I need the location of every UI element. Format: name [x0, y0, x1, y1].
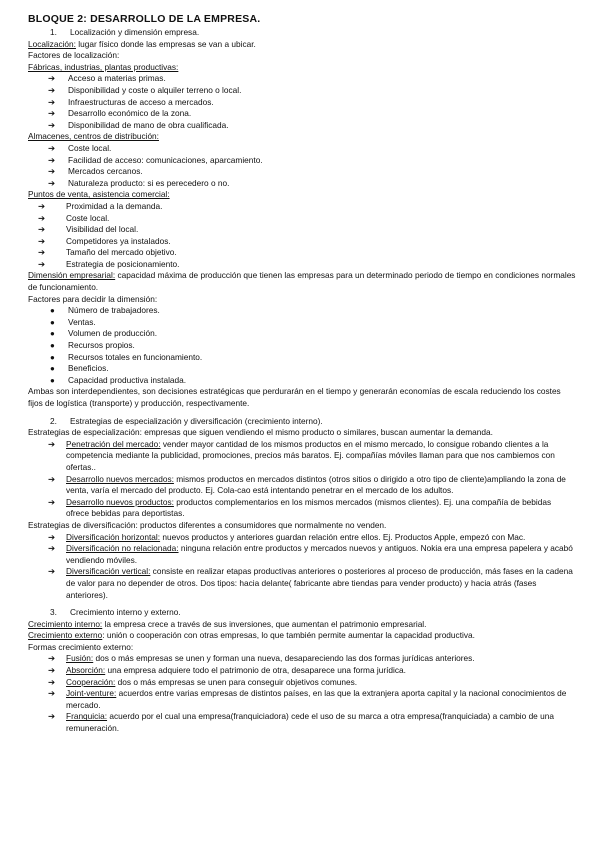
- list-item-term: Desarrollo nuevos mercados:: [66, 473, 174, 484]
- bullet-icon: ●: [50, 329, 55, 339]
- list-item: [28, 178, 576, 190]
- arrow-icon: ➔: [48, 711, 55, 722]
- arrow-icon: ➔: [48, 73, 55, 84]
- list-item: [28, 236, 576, 248]
- arrow-icon: ➔: [38, 247, 45, 258]
- list-item: [28, 363, 576, 375]
- section-1-title: Localización y dimensión empresa.: [70, 27, 200, 37]
- list-item: [28, 259, 576, 271]
- list-item-text: dos o más empresas se unen y forman una nueva, desapareciendo las dos formas jurídicas anteriores.: [93, 653, 475, 664]
- formas-crecimiento-label: Formas crecimiento externo:: [28, 641, 134, 652]
- list-item-text: Coste local.: [68, 142, 112, 153]
- list-item: [28, 566, 576, 601]
- list-item-text: Estrategia de posicionamiento.: [66, 258, 180, 269]
- list-item: [28, 543, 576, 566]
- list-item-text: Desarrollo económico de la zona.: [68, 108, 192, 119]
- puntos-venta-list: [28, 201, 576, 271]
- bullet-icon: ●: [50, 364, 55, 374]
- list-item-text: Tamaño del mercado objetivo.: [66, 247, 177, 258]
- list-item: [28, 155, 576, 167]
- dimension-factors-list: [28, 305, 576, 386]
- localizacion-definition: [28, 39, 576, 51]
- list-item-text: Coste local.: [66, 212, 110, 223]
- almacenes-heading: Almacenes, centros de distribución:: [28, 131, 159, 142]
- list-item: [28, 247, 576, 259]
- arrow-icon: ➔: [48, 142, 55, 153]
- list-item: [28, 474, 576, 497]
- list-item: [28, 213, 576, 225]
- fabricas-list: [28, 73, 576, 131]
- bullet-icon: ●: [50, 306, 55, 316]
- arrow-icon: ➔: [48, 566, 55, 577]
- list-item-term: Absorción:: [66, 665, 106, 676]
- list-item: [28, 201, 576, 213]
- arrow-icon: ➔: [48, 665, 55, 676]
- arrow-icon: ➔: [48, 473, 55, 484]
- factores-dimension-label: Factores para decidir la dimensión:: [28, 293, 158, 304]
- arrow-icon: ➔: [48, 688, 55, 699]
- list-item-text: Competidores ya instalados.: [66, 235, 171, 246]
- factores-localizacion-label: Factores de localización:: [28, 50, 120, 61]
- list-item-text: Recursos totales en funcionamiento.: [68, 351, 203, 362]
- list-item: [28, 97, 576, 109]
- arrow-icon: ➔: [38, 235, 45, 246]
- list-item-term: Joint-venture:: [66, 688, 117, 699]
- list-item-text: ninguna relación entre productos y mercados nuevos y antiguos. Nokia era una empresa papelera y acabó vendiendo móviles.: [66, 543, 573, 565]
- list-item-text: Volumen de producción.: [68, 328, 158, 339]
- fabricas-heading: Fábricas, industrias, plantas productivas:: [28, 61, 179, 72]
- list-item: [28, 665, 576, 677]
- section-3-number: 3.: [50, 607, 57, 618]
- crecimiento-externo-term: Crecimiento externo: [28, 630, 103, 641]
- bullet-icon: ●: [50, 375, 55, 385]
- list-item: [28, 375, 576, 387]
- list-item-text: acuerdos entre varias empresas de distintos países, en las que la extranjera aporta capital y la nacional conocimientos de mercado.: [66, 688, 567, 710]
- bullet-icon: ●: [50, 341, 55, 351]
- list-item: [28, 497, 576, 520]
- ambas-paragraph: Ambas son interdependientes, son decisiones estratégicas que perdurarán en el tiempo y generarán economías de escala reduciendo los costes fijos de logística (transporte) y producción, respectivamente.: [28, 386, 561, 408]
- localizacion-text: lugar físico donde las empresas se van a ubicar.: [75, 38, 256, 49]
- list-item: [28, 120, 576, 132]
- list-item-term: Diversificación no relacionada:: [66, 543, 179, 554]
- section-2-title: Estrategias de especialización y diversificación (crecimiento interno).: [70, 415, 323, 426]
- list-item-text: Ventas.: [68, 316, 96, 327]
- crecimiento-externo-text: : unión o cooperación con otras empresas, lo que también permite aumentar la capacidad productiva.: [102, 630, 475, 641]
- list-item-text: Disponibilidad y coste o alquiler terreno o local.: [68, 84, 242, 95]
- crecimiento-interno-text: la empresa crece a través de sus inversiones, que aumentan el patrimonio empresarial.: [102, 618, 427, 629]
- list-item-text: Beneficios.: [68, 363, 109, 374]
- section-3-heading: [50, 607, 576, 619]
- list-item: [28, 653, 576, 665]
- list-item: [28, 328, 576, 340]
- list-item-text: nuevos productos y anteriores guardan relación entre ellos. Ej. Productos Apple, empezó con Mac.: [160, 531, 526, 542]
- list-item: [28, 711, 576, 734]
- arrow-icon: ➔: [48, 84, 55, 95]
- especializacion-list: [28, 439, 576, 520]
- bullet-icon: ●: [50, 317, 55, 327]
- list-item: [28, 85, 576, 97]
- list-item: [28, 143, 576, 155]
- list-item: [28, 352, 576, 364]
- list-item-text: Acceso a materias primas.: [68, 73, 166, 84]
- list-item-term: Penetración del mercado:: [66, 438, 161, 449]
- list-item-term: Cooperación:: [66, 676, 116, 687]
- section-2-number: 2.: [50, 415, 57, 426]
- almacenes-list: [28, 143, 576, 189]
- diversificacion-intro: Estrategias de diversificación: productos diferentes a consumidores que normalmente no venden.: [28, 519, 387, 530]
- arrow-icon: ➔: [48, 543, 55, 554]
- arrow-icon: ➔: [38, 258, 45, 269]
- list-item-term: Desarrollo nuevos productos:: [66, 496, 174, 507]
- arrow-icon: ➔: [48, 438, 55, 449]
- list-item-term: Franquicia:: [66, 711, 108, 722]
- arrow-icon: ➔: [48, 119, 55, 130]
- arrow-icon: ➔: [48, 653, 55, 664]
- list-item-text: Capacidad productiva instalada.: [68, 374, 187, 385]
- document-title: BLOQUE 2: DESARROLLO DE LA EMPRESA.: [28, 13, 261, 25]
- crecimiento-externo-definition: [28, 630, 576, 642]
- arrow-icon: ➔: [48, 154, 55, 165]
- list-item: [28, 224, 576, 236]
- list-item: [28, 688, 576, 711]
- bullet-icon: ●: [50, 352, 55, 362]
- list-item: [28, 677, 576, 689]
- arrow-icon: ➔: [38, 200, 45, 211]
- list-item: [28, 166, 576, 178]
- crecimiento-interno-definition: [28, 619, 576, 631]
- arrow-icon: ➔: [48, 177, 55, 188]
- list-item-text: productos complementarios en los mismos mercados (mismos clientes). Ej. una compañía de bebidas ofrece bebidas para deportistas.: [66, 496, 552, 519]
- arrow-icon: ➔: [48, 676, 55, 687]
- section-2-heading: [50, 416, 576, 428]
- list-item-term: Diversificación vertical:: [66, 566, 151, 577]
- list-item: [28, 532, 576, 544]
- arrow-icon: ➔: [48, 166, 55, 177]
- dimension-term: Dimensión empresarial:: [28, 270, 116, 281]
- list-item: [28, 305, 576, 317]
- list-item-text: Facilidad de acceso: comunicaciones, aparcamiento.: [68, 154, 263, 165]
- arrow-icon: ➔: [38, 212, 45, 223]
- list-item: [28, 340, 576, 352]
- section-1-heading: [50, 27, 576, 39]
- dimension-text: capacidad máxima de producción que tienen las empresas para un determinado periodo de tiempo en condiciones normales de funcionamiento.: [28, 270, 576, 293]
- list-item-text: Naturaleza producto: si es perecedero o no.: [68, 177, 230, 188]
- list-item-text: consiste en realizar etapas productivas anteriores o posteriores al proceso de producción, más fases en la cadena de valor para no depender de otros. Dos tipos: hacia delante( fabricante abre tiendas para vender producto) y hacia atrás (fases anteriores).: [66, 566, 573, 600]
- list-item-text: Mercados cercanos.: [68, 166, 143, 177]
- list-item: [28, 73, 576, 85]
- list-item-text: Recursos propios.: [68, 340, 135, 351]
- puntos-venta-heading: Puntos de venta, asistencia comercial:: [28, 189, 170, 200]
- arrow-icon: ➔: [38, 224, 45, 235]
- dimension-definition: [28, 270, 576, 293]
- list-item: [28, 439, 576, 474]
- section-1-number: 1.: [50, 27, 57, 37]
- list-item-text: mismos productos en mercados distintos (otros sitios o dirigido a otro tipo de cliente)ampliando la zona de venta, varía el mercado del producto. Ej. Cola-cao está intentando penetrar en el mercado de los adultos.: [66, 473, 566, 496]
- crecimiento-interno-term: Crecimiento interno:: [28, 618, 103, 629]
- list-item-text: Infraestructuras de acceso a mercados.: [68, 96, 214, 107]
- list-item-term: Diversificación horizontal:: [66, 531, 161, 542]
- list-item: [28, 108, 576, 120]
- arrow-icon: ➔: [48, 96, 55, 107]
- list-item-text: una empresa adquiere todo el patrimonio de otra, desaparece una forma jurídica.: [105, 665, 406, 676]
- localizacion-term: Localización:: [28, 38, 76, 49]
- section-3-title: Crecimiento interno y externo.: [70, 607, 181, 618]
- arrow-icon: ➔: [48, 531, 55, 542]
- list-item-text: Visibilidad del local.: [66, 224, 139, 235]
- list-item: [28, 317, 576, 329]
- arrow-icon: ➔: [48, 496, 55, 507]
- list-item-text: dos o más empresas se unen para conseguir objetivos comunes.: [115, 676, 358, 687]
- arrow-icon: ➔: [48, 108, 55, 119]
- diversificacion-list: [28, 532, 576, 602]
- formas-crecimiento-list: [28, 653, 576, 734]
- list-item-text: Proximidad a la demanda.: [66, 200, 163, 211]
- list-item-text: acuerdo por el cual una empresa(franquiciadora) cede el uso de su marca a otra empresa(franquiciada) a cambio de una remuneración.: [66, 711, 554, 734]
- list-item-term: Fusión:: [66, 653, 94, 664]
- list-item-text: vender mayor cantidad de los mismos productos en el mismo mercado, lo consigue robando clientes a la competencia mediante la publicidad, promociones, precios más baratos. Ej. compañías móviles llaman para que nos cambiemos con ofertas..: [66, 438, 555, 472]
- list-item-text: Disponibilidad de mano de obra cualificada.: [68, 119, 229, 130]
- list-item-text: Número de trabajadores.: [68, 305, 160, 316]
- especializacion-intro: Estrategias de especialización: empresas que siguen vendiendo el mismo producto o similares, buscan aumentar la demanda.: [28, 427, 493, 438]
